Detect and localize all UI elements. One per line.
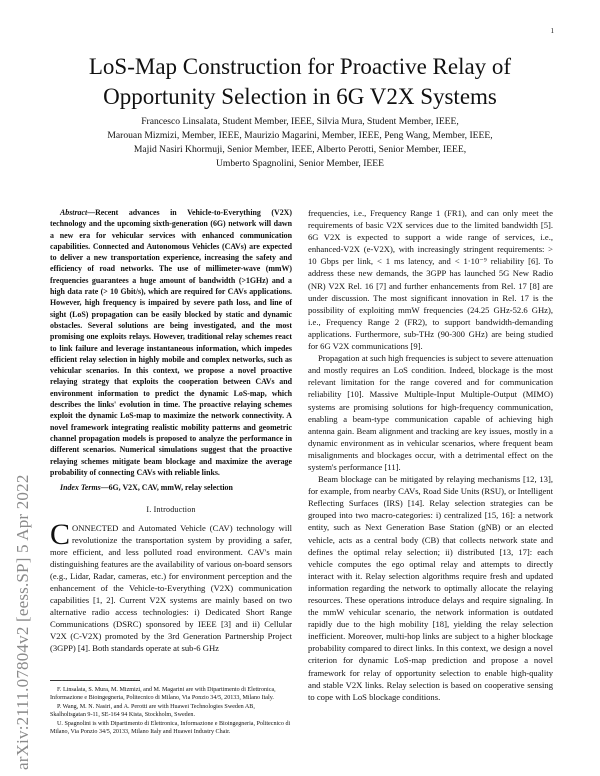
author-line: Majid Nasiri Khormuji, Senior Member, IEEE, Alberto Perotti, Senior Member, IEEE, [133,144,467,155]
abstract [50,207,292,478]
footnote: P. Wang, M. N. Nasiri, and A. Perotti are with Huawei Technologies Sweden AB, Skalholtsgatan 9-11, SE-164 94 Kista, Stockholm, Sweden. [50,703,255,719]
author-list [70,115,530,171]
author-line: Francesco Linsalata, Student Member, IEEE, Silvia Mura, Student Member, IEEE, [141,116,459,127]
footnotes [50,686,292,736]
section-heading: I. Introduction [146,505,196,515]
author-line: Umberto Spagnolini, Senior Member, IEEE [215,158,384,169]
intro-text: ONNECTED and Automated Vehicle (CAV) technology will revolutionize the transportation system by providing a safer, more efficient, and less polluted road environment. CAV's main distinguishing features are the availability of various on-board sensors (e.g., Lidar, Radar, cameras, etc.) for environment perception and the enhancement of the Vehicle-to-Everything (V2X) communication capabilities [1, 2]. Current V2X systems are mainly based on two alternative radio access technologies: i) Dedicated Short Range Communications (DSRC) sponsored by IEEE [3] and ii) Cellular V2X (C-V2X) promoted by the 3rd Generation Partnership Project (3GPP) [4]. Both standards operate at sub-6 GHz [50,522,292,654]
footnote: F. Linsalata, S. Mura, M. Mizmizi, and M. Magarini are with Dipartimento di Elettronica, Informazione e Bioingegneria, Politecnico di Milano, Via Ponzio 34/5, 20133, Milano Italy. [50,687,276,702]
dropcap: C [50,517,71,551]
page-number: 1 [550,27,554,35]
arxiv-stamp[interactable]: arXiv:2111.07804v2 [eess.SP] 5 Apr 2022 [13,474,32,770]
left-column [50,207,292,655]
body-paragraph: Propagation at such high frequencies is subject to severe attenuation and mostly requires an LoS condition. Indeed, blockage is the most relevant limitation for the range covered and for communication reliability [10]. Massive Multiple-Input Multiple-Output (MIMO) systems are promising solutions for high-frequency communication, enabling a beam-type communication capable of achieving high antenna gain. Beam alignment and tracking are key issues, mostly in a dynamic environment as in vehicular scenarios, where frequent beam misalignments and blockages occur, with a detrimental effect on the system's performance [11]. [308,353,553,472]
index-terms [50,482,292,493]
body-paragraph: Beam blockage can be mitigated by relaying mechanisms [12, 13], for example, from nearby CAVs, Road Side Units (RSU), or Intelligent Reflecting Surfaces (IRS) [14]. Relay selection strategies can be grouped into two macro-categories: i) centralized [15, 16]: a network entity, such as Next Generation Base Station (gNB) or an elected vehicle, acts as a central body (CB) that collects network state and defines the optimal relay selection; ii) distributed [13, 17]: each vehicle computes the ego optimal relay and attempts to directly interact with it. Relay selection algorithms require fresh and updated information regarding the network to optimally allocate the relaying resources. These operations introduce delays and require signaling. In the mmW vehicular scenario, the network information is outdated rapidly due to the high mobility [18], yielding the relay selection inefficient. Moreover, multi-hop links are subject to a higher blockage probability compared to direct links. In this context, we design a novel criterion for dynamic LoS-map prediction and propose a novel framework for relay of opportunity selection to enable high-quality and stable V2X links. Relay selection is based on cooperative sensing to cope with LoS blockage conditions. [308,474,553,702]
intro-paragraph [50,517,292,655]
right-column [308,207,553,703]
index-terms-text: —6G, V2X, CAV, mmW, relay selection [100,483,233,493]
paper-title: LoS-Map Construction for Proactive Relay of Opportunity Selection in 6G V2X Systems [88,54,512,109]
author-line: Marouan Mizmizi, Member, IEEE, Maurizio Magarini, Member, IEEE, Peng Wang, Member, IEEE, [107,130,493,141]
index-terms-lead: Index Terms [60,483,101,493]
footnote-rule [50,680,140,681]
body-paragraph: frequencies, i.e., Frequency Range 1 (FR1), and can only meet the requirements of basic V2X services due to the limited bandwidth [5]. 6G V2X is expected to support a wide range of services, i.e., enhanced-V2X (e-V2X), with increasingly stringent requirements: > 10 Gbps per link, < 1 ms latency, and < 1·10⁻⁹ reliability [6]. To address these new demands, the 3GPP has launched 5G New Radio (NR) V2X Rel. 16 [7] and further enhancements from Rel. 17 [8] are under discussion. The most significant innovation in Rel. 17 is the possibility of exploiting mmW frequencies (24.25 GHz-52.6 GHz), i.e., Frequency Range 2 (FR2), to support bandwidth-demanding applications. Furthermore, sub-THz (90-300 GHz) are being studied for 6G V2X communications [9]. [308,208,553,352]
abstract-lead: Abstract [60,208,88,217]
footnote: U. Spagnolini is with Dipartimento di Elettronica, Informazione e Bioingegneria, Politecnico di Milano, Via Ponzio 34/5, 20133, Milano Italy and Huawei Industry Chair. [50,720,291,736]
abstract-text: —Recent advances in Vehicle-to-Everything (V2X) technology and the upcoming sixth-generation (6G) network will dawn a new era for vehicular services with enhanced communication capabilities. Connected and Autonomous Vehicles (CAVs) are expected to deliver a new transportation experience, increasing the safety and efficiency of road networks. The use of millimeter-wave (mmW) frequencies guarantees a huge amount of bandwidth (>1GHz) and a high data rate (> 10 Gbit/s), which are required for CAVs applications. However, high frequency is impaired by severe path loss, and line of sight (LoS) propagation can be easily blocked by static and dynamic obstacles. Several solutions are being investigated, and the most promising one exploits relays. However, traditional relay schemes react to link failure and leverage instantaneous information, which impedes efficient relay selection in highly mobile and complex networks, such as vehicular scenarios. In this context, we propose a novel proactive relaying strategy that exploits the cooperation between CAVs and environment information to predict the dynamic LoS-map, which describes the links' evolution in time. The proactive relaying schemes exploit the dynamic LoS-map to maximize the network connectivity. A novel framework integrating realistic mobility patterns and geometric channel propagation models is proposed to analyze the performance in different scenarios. Numerical simulations suggest that the proactive relaying schemes mitigate beam blockage and maximize the average probability of connecting CAVs with reliable links. [50,208,292,477]
